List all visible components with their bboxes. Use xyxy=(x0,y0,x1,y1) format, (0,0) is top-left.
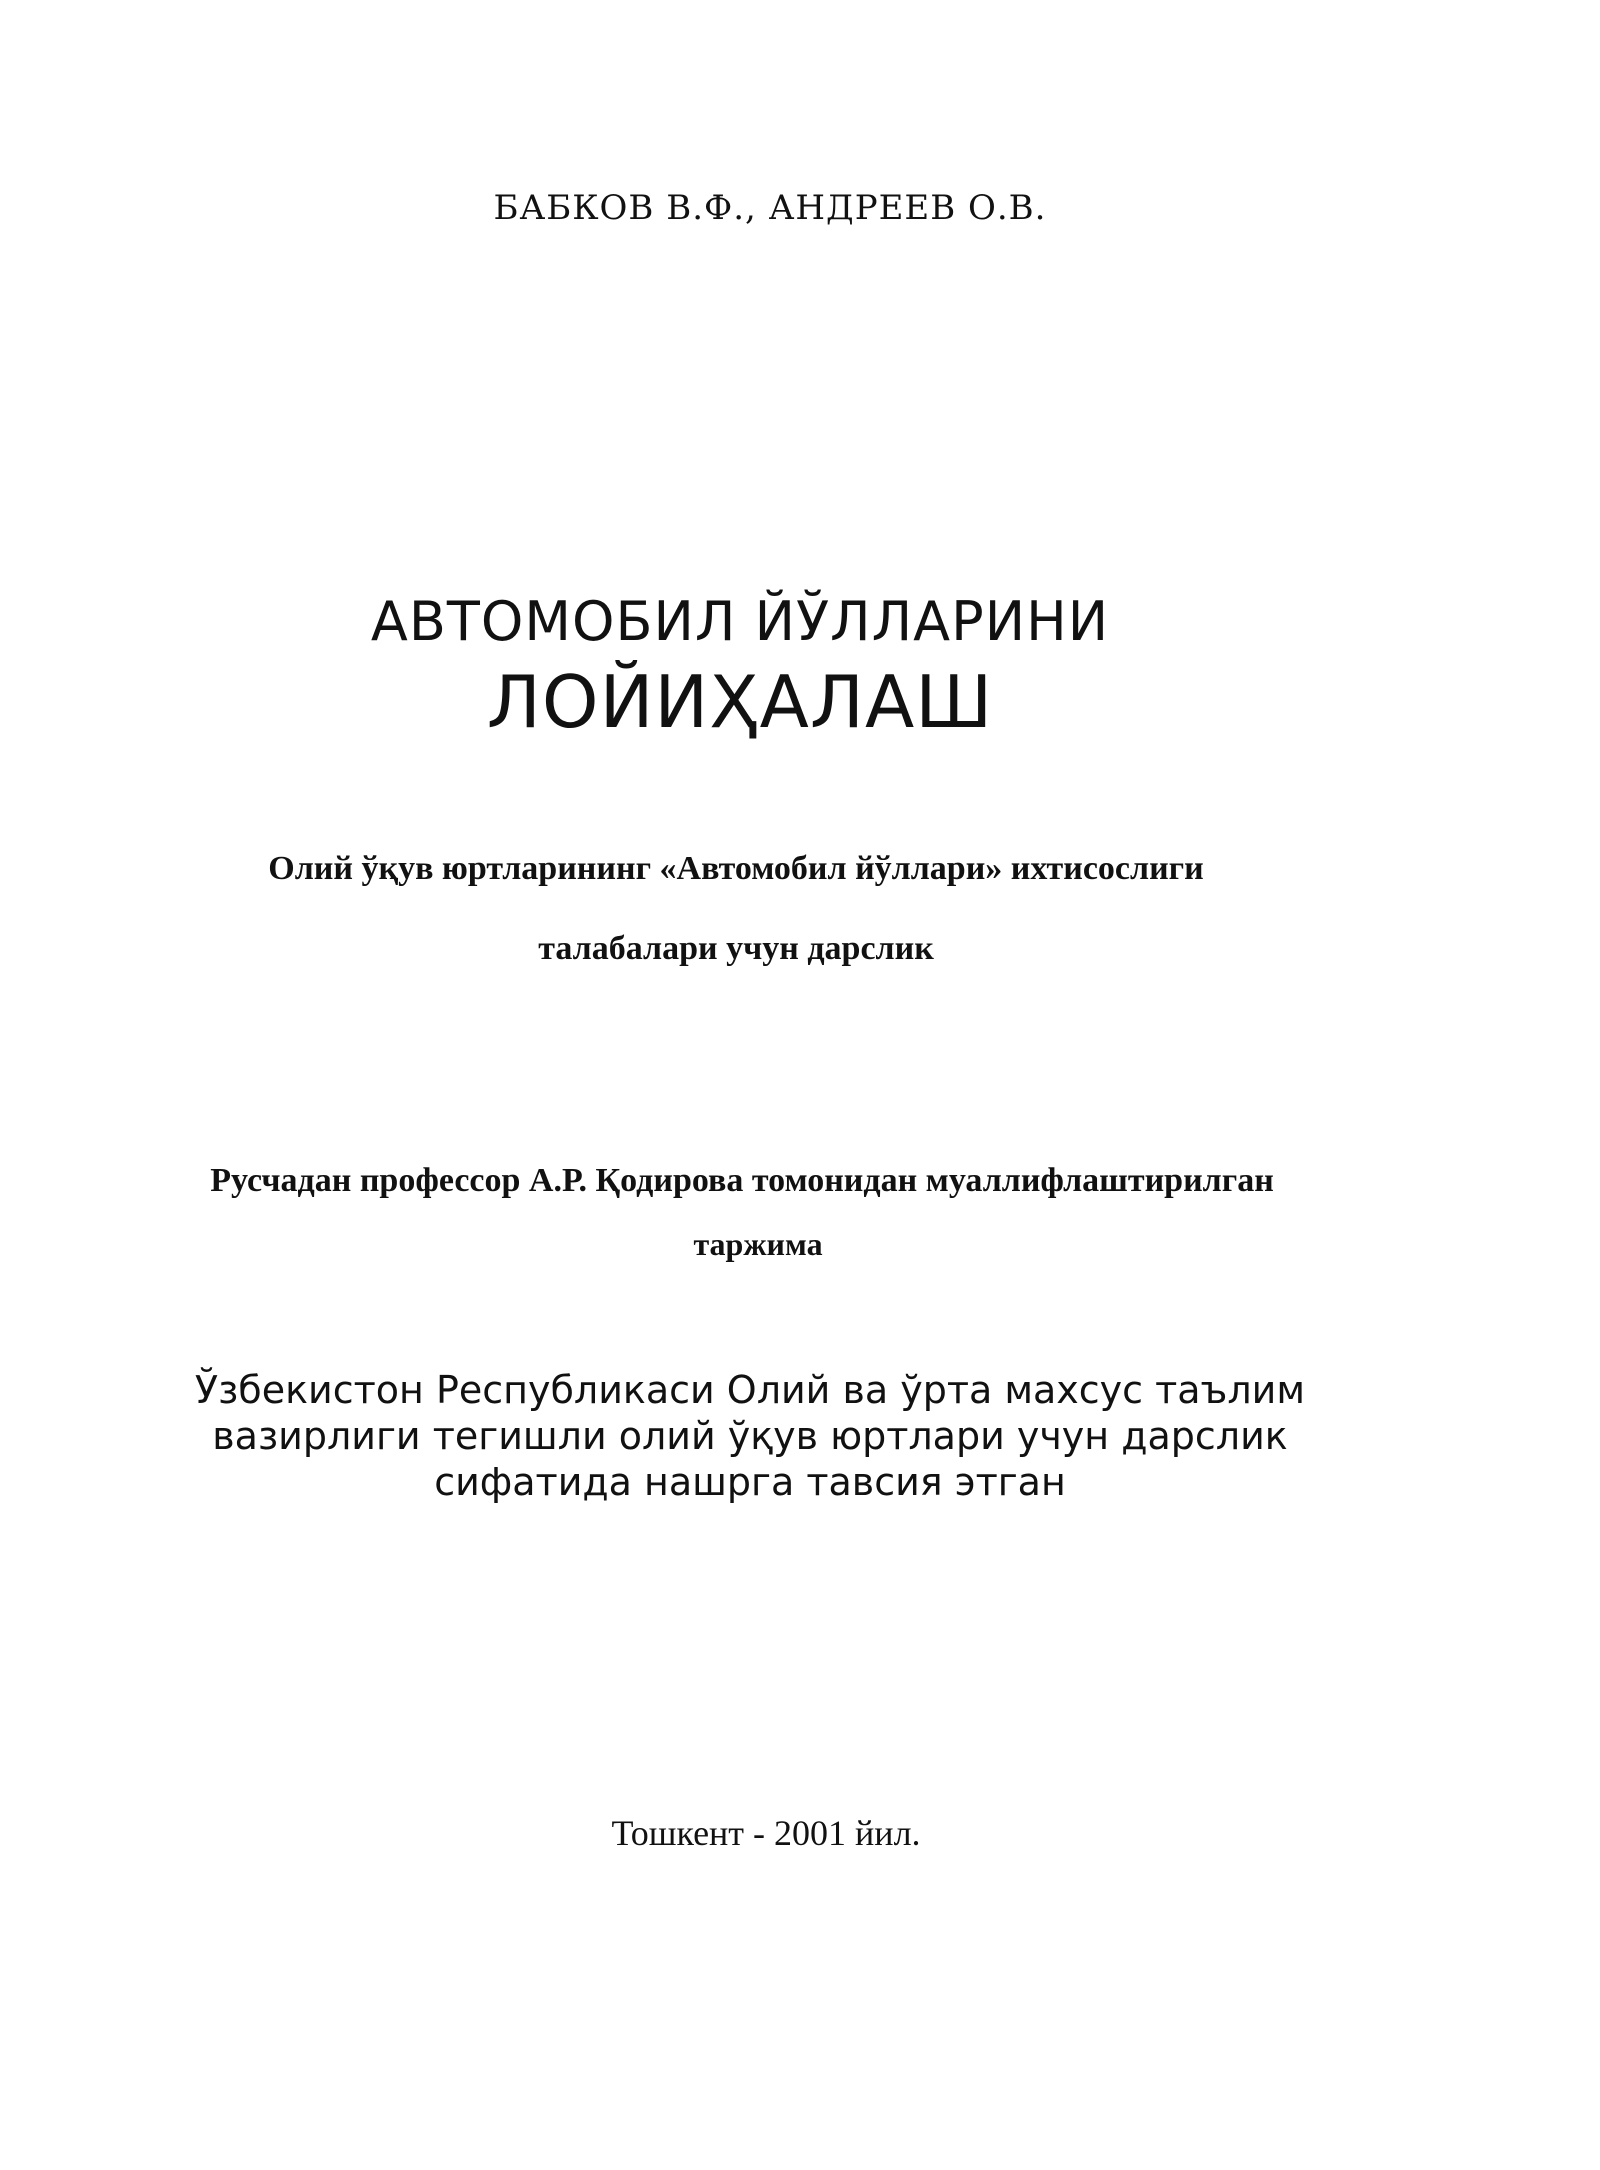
recommendation-line-1: Ўзбекистон Республикаси Олий ва ўрта махсус таълим xyxy=(194,1368,1306,1412)
book-title-line-2: ЛОЙИҲАЛАШ xyxy=(486,660,994,744)
translation-note-line-2: таржима xyxy=(693,1226,823,1262)
translation-note-line-1: Русчадан профессор А.Р. Қодирова томонидан муаллифлаштирилган xyxy=(210,1162,1274,1199)
recommendation-line-2: вазирлиги тегишли олий ўқув юртлари учун дарслик xyxy=(212,1414,1288,1458)
imprint-place-year: Тошкент - 2001 йил. xyxy=(611,1813,921,1853)
book-title-line-1: АВТОМОБИЛ ЙЎЛЛАРИНИ xyxy=(370,590,1110,653)
subtitle-line-1: Олий ўқув юртларининг «Автомобил йўллари» ихтисослиги xyxy=(268,850,1204,887)
subtitle-line-2: талабалари учун дарслик xyxy=(538,930,934,967)
recommendation-line-3: сифатида нашрга тавсия этган xyxy=(434,1460,1066,1504)
authors: БАБКОВ В.Ф., АНДРЕЕВ О.В. xyxy=(493,188,1047,228)
